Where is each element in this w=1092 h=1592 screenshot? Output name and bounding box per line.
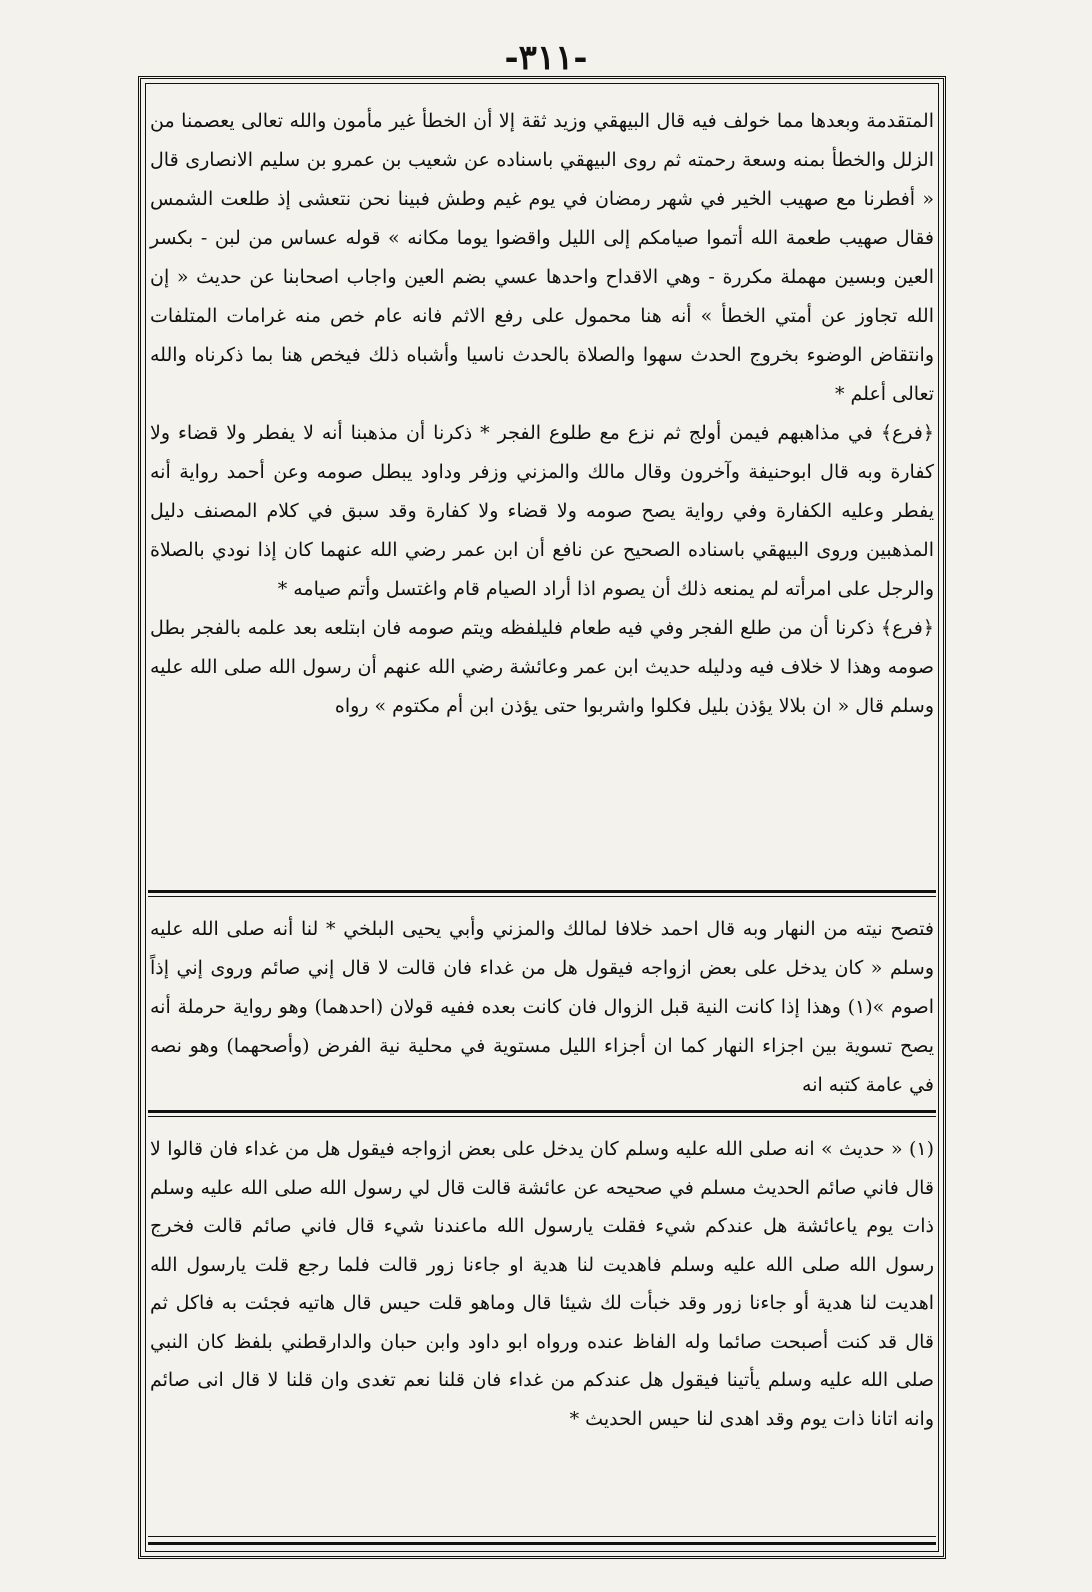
bottom-rule [148, 1536, 936, 1537]
middle-paragraph: فتصح نيته من النهار وبه قال احمد خلافا لمالك والمزني وأبي يحيى البلخي * لنا أنه صلى الله عليه وسلم « كان يدخل على بعض ازواجه فيقول هل من غداء فان قالت لا قال إني صائم وروى إني إذاً اصوم »(١) وهذا إذا كانت النية قبل الزوال فان كانت بعده ففيه قولان (احدهما) وهو رواية حرملة أنه يصح تسوية بين اجزاء النهار كما ان أجزاء الليل مستوية في محلية نية الفرض (وأصحهما) وهو نصه في عامة كتبه انه [150, 918, 934, 1096]
divider-rule [148, 896, 936, 897]
main-paragraph-3: ﴿فرع﴾ ذكرنا أن من طلع الفجر وفي فيه طعام فليلفظه ويتم صومه فان ابتلعه بعد علمه بالفجر بطل صومه وهذا لا خلاف فيه ودليله حديث ابن عمر وعائشة رضي الله عنهم أن رسول الله صلى الله عليه وسلم قال « ان بلالا يؤذن بليل فكلوا واشربوا حتى يؤذن ابن أم مكتوم » رواه [150, 617, 934, 717]
page-number: -٣١١- [504, 38, 588, 78]
divider-rule [148, 1116, 936, 1117]
main-paragraph-2: ﴿فرع﴾ في مذاهبهم فيمن أولج ثم نزع مع طلوع الفجر * ذكرنا أن مذهبنا أنه لا يفطر ولا قضاء ولا كفارة وبه قال ابوحنيفة وآخرون وقال مالك والمزني وزفر وداود يبطل صومه وعن أحمد رواية أنه يفطر وعليه الكفارة وفي رواية يصح صومه ولا قضاء ولا كفارة وقد سبق في كلام المصنف دليل المذهبين وروى البيهقي باسناده الصحيح عن نافع أن ابن عمر رضي الله عنهما كان إذا نودي بالصلاة والرجل على امرأته لم يمنعه ذلك أن يصوم اذا أراد الصيام قام واغتسل وأتم صيامه * [150, 422, 934, 600]
main-paragraph-1: المتقدمة وبعدها مما خولف فيه قال البيهقي وزيد ثقة إلا أن الخطأ غير مأمون والله تعالى يعصمنا من الزلل والخطأ بمنه وسعة رحمته ثم روى البيهقي باسناده عن شعيب بن عمرو بن سليم الانصارى قال « أفطرنا مع صهيب الخير في شهر رمضان في يوم غيم وطش فبينا نحن نتعشى إذ طلعت الشمس فقال صهيب طعمة الله أتموا صيامكم إلى الليل واقضوا يوما مكانه » قوله عساس من لبن - بكسر العين وبسين مهملة مكررة - وهي الاقداح واحدها عسي بضم العين واجاب اصحابنا عن حديث « إن الله تجاوز عن أمتي الخطأ » أنه هنا محمول على رفع الاثم فانه عام خص منه غرامات المتلفات وانتقاض الوضوء بخروج الحدث سهوا والصلاة بالحدث ناسيا وأشباه ذلك فيخص هنا بما ذكرناه والله تعالى أعلم * [150, 110, 934, 405]
middle-text [150, 910, 934, 1105]
main-text [150, 102, 934, 726]
footnote-text [150, 1130, 934, 1438]
footnote-paragraph: (١) « حديث » انه صلى الله عليه وسلم كان يدخل على بعض ازواجه فيقول هل من غداء فان قالوا لا قال فاني صائم الحديث مسلم في صحيحه عن عائشة قالت قال لي رسول الله صلى الله عليه وسلم ذات يوم ياعائشة هل عندكم شيء فقلت يارسول الله ماعندنا شيء قال فاني صائم قالت فخرج رسول الله صلى الله عليه وسلم فاهديت لنا هدية او جاءنا زور قالت فلما رجع قلت يارسول الله اهديت لنا هدية أو جاءنا زور وقد خبأت لك شيئا قال وماهو قلت حيس قال هاتيه فجئت به فاكل ثم قال قد كنت أصبحت صائما وله الفاظ عنده ورواه ابو داود وابن حبان والدارقطني بلفظ كان النبي صلى الله عليه وسلم يأتينا فيقول هل عندكم من غداء فان قلنا نعم تغدى وان قلنا لا قال انى صائم وانه اتانا ذات يوم وقد اهدى لنا حيس الحديث * [150, 1138, 935, 1430]
divider-rule [148, 1110, 936, 1113]
bottom-rule [148, 1542, 936, 1545]
divider-rule [148, 890, 936, 893]
